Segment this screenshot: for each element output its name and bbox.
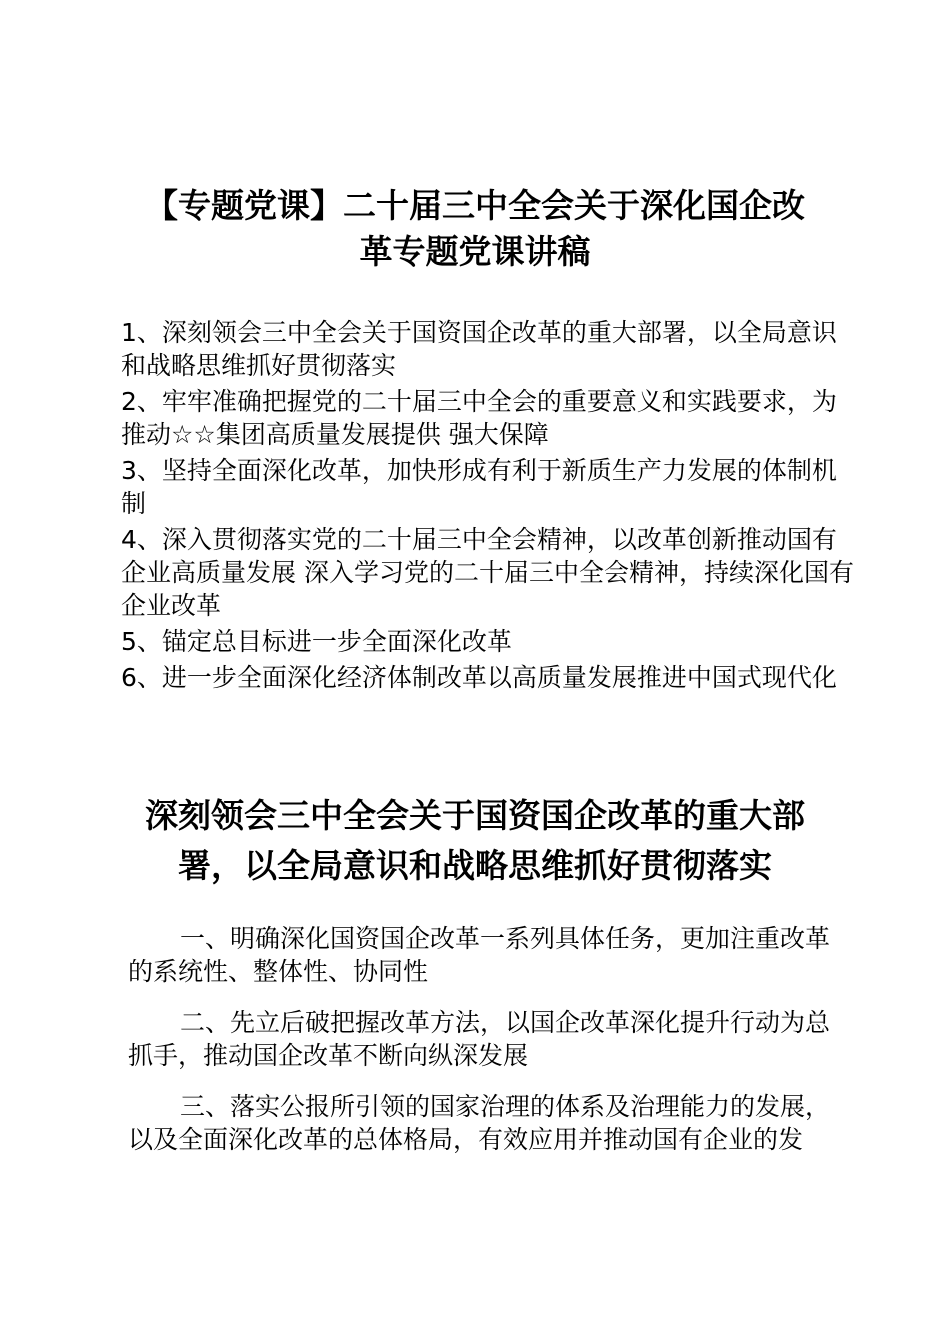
- section-title: [100, 791, 850, 891]
- document-title: [100, 183, 850, 275]
- toc-item: 2、牢牢准确把握党的二十届三中全会的重要意义和实践要求，为推动☆☆集团高质量发展提供 强大保障: [121, 387, 837, 449]
- toc-item: 6、进一步全面深化经济体制改革以高质量发展推进中国式现代化: [121, 663, 837, 692]
- toc-item: 3、坚持全面深化改革，加快形成有利于新质生产力发展的体制机制: [121, 456, 837, 518]
- body-paragraph: 三、落实公报所引领的国家治理的体系及治理能力的发展，以及全面深化改革的总体格局，有效应用并推动国有企业的发: [128, 1092, 831, 1154]
- document-title-line: 革专题党课讲稿: [359, 232, 591, 271]
- section-title-line: 署，以全局意识和战略思维抓好贯彻落实: [178, 846, 772, 885]
- toc-item: 1、深刻领会三中全会关于国资国企改革的重大部署，以全局意识和战略思维抓好贯彻落实: [121, 318, 837, 380]
- document-title-line: 【专题党课】二十届三中全会关于深化国企改: [145, 186, 805, 225]
- section-title-line: 深刻领会三中全会关于国资国企改革的重大部: [145, 796, 805, 835]
- toc-item: 4、深入贯彻落实党的二十届三中全会精神，以改革创新推动国有企业高质量发展 深入学习党的二十届三中全会精神，持续深化国有企业改革: [121, 525, 854, 620]
- body-paragraph: 一、明确深化国资国企改革一系列具体任务，更加注重改革的系统性、整体性、协同性: [128, 924, 831, 986]
- section-body: [128, 922, 848, 1174]
- body-paragraph: 二、先立后破把握改革方法，以国企改革深化提升行动为总抓手，推动国企改革不断向纵深发展: [128, 1008, 831, 1070]
- toc-item: 5、锚定总目标进一步全面深化改革: [121, 627, 512, 656]
- table-of-contents: [121, 316, 861, 697]
